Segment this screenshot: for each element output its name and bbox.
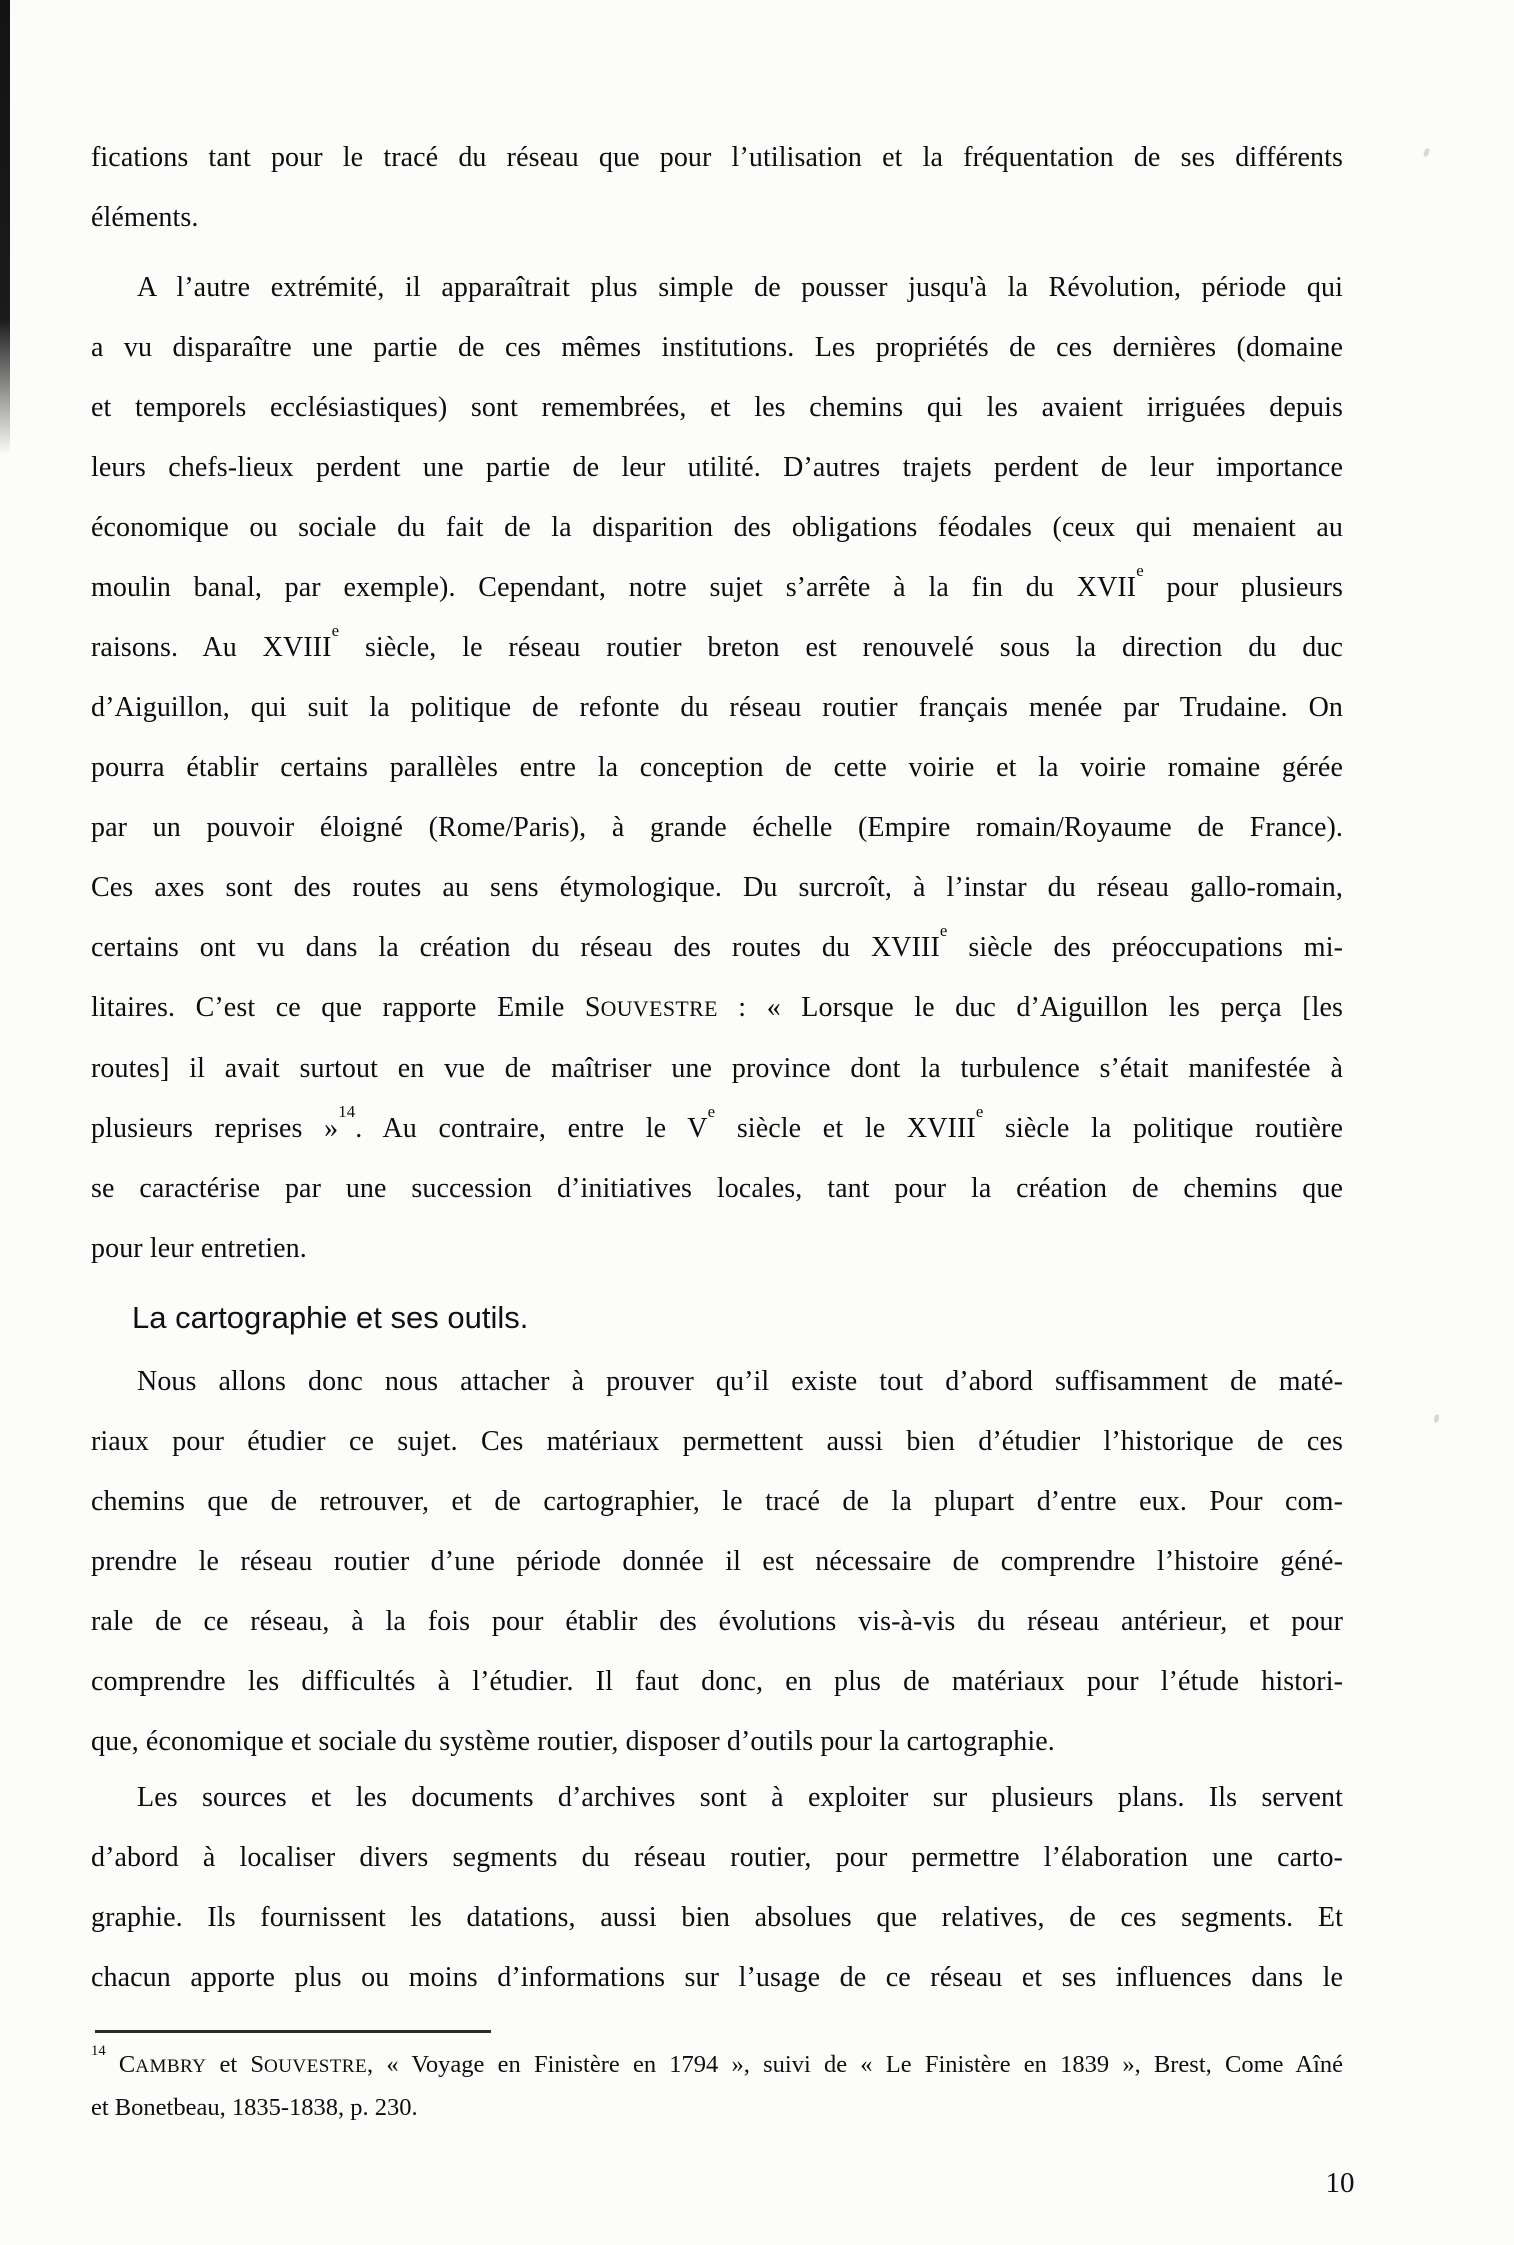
scan-speck: [1433, 1414, 1440, 1424]
text-line: pourra établir certains parallèles entre la conception de cette voirie et la voirie romaine gérée: [91, 752, 1343, 783]
section-heading: La cartographie et ses outils.: [132, 1300, 529, 1335]
footnote-separator: [95, 2030, 491, 2033]
text-line: riaux pour étudier ce sujet. Ces matériaux permettent aussi bien d’étudier l’historique de ces: [91, 1426, 1343, 1457]
text-line: fications tant pour le tracé du réseau que pour l’utilisation et la fréquentation de ses différents: [91, 142, 1343, 173]
text-line: routes] il avait surtout en vue de maîtriser une province dont la turbulence s’était manifestée à: [91, 1053, 1343, 1084]
text-line: plusieurs reprises »$^{14}$. Au contraire, entre le Ve siècle et le XVIIIe siècle la politique routière: [91, 1102, 1343, 1144]
text-line: A l’autre extrémité, il apparaîtrait plus simple de pousser jusqu'à la Révolution, période qui: [137, 272, 1343, 303]
text-line: Les sources et les documents d’archives sont à exploiter sur plusieurs plans. Ils servent: [137, 1782, 1343, 1813]
text-line: moulin banal, par exemple). Cependant, notre sujet s’arrête à la fin du XVIIe pour plusieurs: [91, 561, 1343, 603]
text-line: chemins que de retrouver, et de cartographier, le tracé de la plupart d’entre eux. Pour com-: [91, 1486, 1343, 1517]
text-line: rale de ce réseau, à la fois pour établir des évolutions vis-à-vis du réseau antérieur, et pour: [91, 1606, 1343, 1637]
text-line: et temporels ecclésiastiques) sont remembrées, et les chemins qui les avaient irriguées depuis: [91, 392, 1343, 423]
footnote: [91, 2044, 1343, 2128]
text-line: d’Aiguillon, qui suit la politique de refonte du réseau routier français menée par Trudaine. On: [91, 692, 1343, 723]
paragraph-materiaux: [91, 1352, 1343, 1772]
text-line: par un pouvoir éloigné (Rome/Paris), à grande échelle (Empire romain/Royaume de France).: [91, 812, 1343, 843]
text-line: Nous allons donc nous attacher à prouver qu’il existe tout d’abord suffisamment de maté-: [137, 1366, 1343, 1397]
text-line: prendre le réseau routier d’une période donnée il est nécessaire de comprendre l’histoire géné-: [91, 1546, 1343, 1577]
text-line: pour leur entretien.: [91, 1233, 307, 1264]
scan-edge-shadow: [0, 0, 10, 455]
text-line: et Bonetbeau, 1835-1838, p. 230.: [91, 2094, 418, 2121]
text-line: éléments.: [91, 202, 199, 233]
text-line: d’abord à localiser divers segments du réseau routier, pour permettre l’élaboration une carto-: [91, 1842, 1343, 1873]
text-line: comprendre les difficultés à l’étudier. Il faut donc, en plus de matériaux pour l’étude histori-: [91, 1666, 1343, 1697]
text-line: graphie. Ils fournissent les datations, aussi bien absolues que relatives, de ces segments. Et: [91, 1902, 1343, 1933]
text-line: litaires. C’est ce que rapporte Emile SOUVESTRE : « Lorsque le duc d’Aiguillon les perça [les: [91, 992, 1343, 1023]
text-line: se caractérise par une succession d’initiatives locales, tant pour la création de chemins que: [91, 1173, 1343, 1204]
text-line: leurs chefs-lieux perdent une partie de leur utilité. D’autres trajets perdent de leur importance: [91, 452, 1343, 483]
text-line: que, économique et sociale du système routier, disposer d’outils pour la cartographie.: [91, 1726, 1055, 1757]
page-number: 10: [1325, 2167, 1355, 2199]
text-line: raisons. Au XVIIIe siècle, le réseau routier breton est renouvelé sous la direction du duc: [91, 621, 1343, 663]
scan-speck: [1422, 147, 1430, 157]
text-line: Ces axes sont des routes au sens étymologique. Du surcroît, à l’instar du réseau gallo-romain,: [91, 872, 1343, 903]
paragraph-sources: [91, 1768, 1343, 2008]
text-line: économique ou sociale du fait de la disparition des obligations féodales (ceux qui menaient au: [91, 512, 1343, 543]
paragraph-continuation: [91, 128, 1343, 248]
text-line: chacun apporte plus ou moins d’informations sur l’usage de ce réseau et ses influences dans le: [91, 1962, 1343, 1993]
text-line: a vu disparaître une partie de ces mêmes institutions. Les propriétés de ces dernières (domaine: [91, 332, 1343, 363]
text-column: [91, 0, 1343, 2245]
paragraph-revolution: [91, 258, 1343, 1279]
text-line: $^{14}$ CAMBRY et SOUVESTRE, « Voyage en Finistère en 1794 », suivi de « Le Finistère en 1839 », Brest, Come Aîné: [91, 2042, 1344, 2078]
text-line: certains ont vu dans la création du réseau des routes du XVIIIe siècle des préoccupations mi-: [91, 921, 1343, 963]
